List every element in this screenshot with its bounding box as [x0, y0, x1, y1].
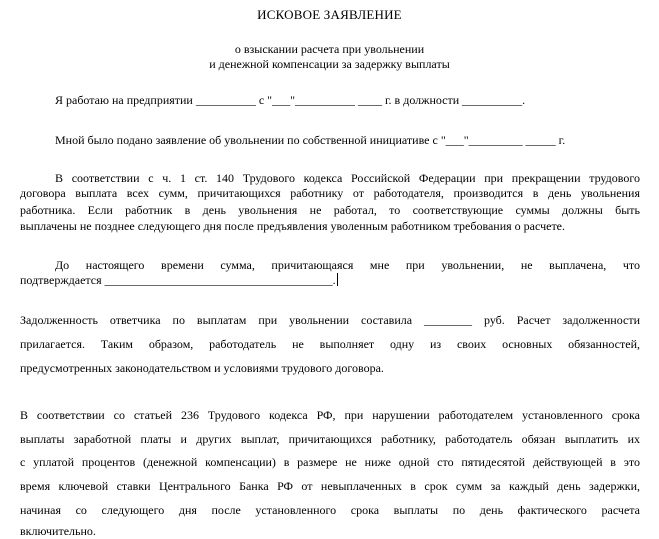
paragraph-line: время ключевой ставки Центрального Банка РФ от невыплаченных в срок сумм за каждый день задержки,: [20, 479, 640, 493]
document-title: ИСКОВОЕ ЗАЯВЛЕНИЕ: [257, 7, 402, 22]
paragraph-line: В соответствии со статьей 236 Трудового кодекса РФ, при нарушении работодателем установленного срока: [20, 408, 640, 422]
paragraph-line: начиная со следующего дня после установленного срока выплаты по день фактического расчета: [20, 503, 640, 517]
paragraph-line: с уплатой процентов (денежной компенсации) в размере не ниже одной сто пятидесятой действующей в это: [20, 455, 640, 469]
paragraph-line: работника. Если работник в день увольнения не работал, то соответствующие суммы должны быть: [20, 203, 640, 217]
paragraph-employment: Я работаю на предприятии __________ с "___"__________ ____ г. в должности __________.: [55, 93, 526, 107]
paragraph-line: включительно.: [20, 524, 96, 538]
paragraph-line: выплаты заработной платы и других выплат, причитающихся работнику, работодатель обязан выплатить их: [20, 432, 640, 446]
subtitle-line-1: о взыскании расчета при увольнении: [234, 42, 425, 56]
confirmation-text: подтверждается ______________________________________.: [20, 273, 336, 287]
text-cursor: [337, 273, 338, 286]
paragraph-line: До настоящего времени сумма, причитающаяся мне при увольнении, не выплачена, что: [55, 258, 640, 272]
subtitle-line-2: и денежной компенсации за задержку выплаты: [209, 57, 450, 71]
paragraph-line: В соответствии с ч. 1 ст. 140 Трудового кодекса Российской Федерации при прекращении трудового: [55, 171, 640, 185]
paragraph-line: договора выплата всех сумм, причитающихся работнику от работодателя, производится в день увольнения: [20, 186, 640, 200]
paragraph-line: [20, 273, 338, 288]
paragraph-line: выплачены не позднее следующего дня после предъявления уволенным работником требования о расчете.: [20, 219, 566, 233]
paragraph-line: Задолженность ответчика по выплатам при увольнении составила ________ руб. Расчет задолженности: [20, 313, 640, 327]
paragraph-line: прилагается. Таким образом, работодатель не выполняет одну из своих основных обязанностей,: [20, 337, 640, 351]
paragraph-line: предусмотренных законодательством и условиями трудового договора.: [20, 361, 384, 375]
paragraph-resignation: Мной было подано заявление об увольнении по собственной инициативе с "___"_________ _____ г.: [55, 133, 566, 147]
